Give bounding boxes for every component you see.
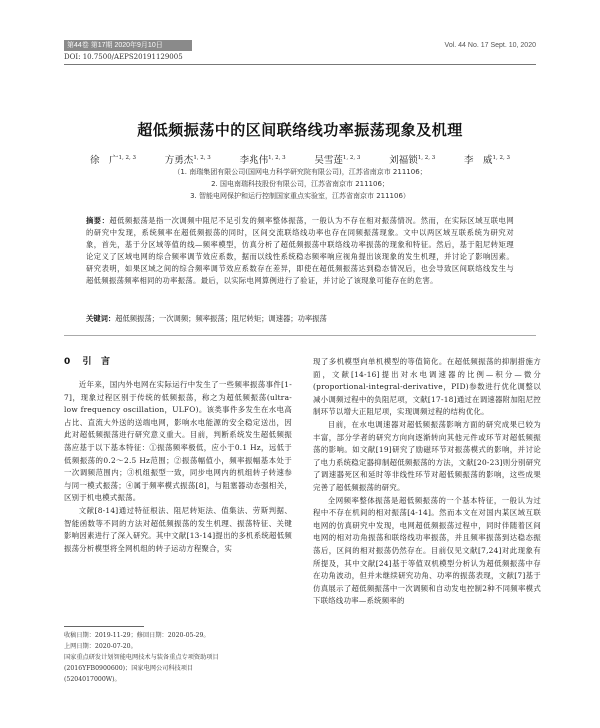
footnote-line: (5204017000W)。	[64, 676, 121, 683]
paragraph: 现了多机模型向单机模型的等值简化。在超低频振荡的抑制措施方面，文献[14-16]提出对水电调速器的比例—积分—微分(proportional-integral-derivative，PID)参数进行优化调整以减小调频过程中的负阻尼项，文献[17-18]通过在调速器附加阻尼控制环节以增大正阻尼项，实现调频过程的结构优化。	[313, 357, 541, 417]
author: 方勇杰$^{1, 2, 3}$	[164, 154, 211, 166]
author: 李兆伟$^{1, 2, 3}$	[239, 154, 286, 166]
footnote-line: 上网日期：2020-07-20。	[64, 643, 137, 650]
abstract-label: 摘要：	[86, 216, 110, 225]
left-column	[64, 355, 292, 555]
affiliation-line: 2. 国电南瑞科技股份有限公司，江苏省南京市 211106；	[211, 180, 389, 188]
footnotes	[64, 630, 292, 685]
volume-info: Vol. 44 No. 17 Sept. 10, 2020	[444, 42, 536, 49]
author: 李 威$^{1, 2, 3}$	[463, 154, 510, 166]
abstract-divider	[64, 335, 536, 336]
journal-issue-badge: 第44卷 第17期 2020年9月10日	[64, 40, 192, 51]
section-heading: 0 引 言	[64, 357, 111, 367]
affiliation-line: （1. 南瑞集团有限公司(国网电力科学研究院有限公司)，江苏省南京市 211106；	[173, 168, 427, 176]
affiliation-line: 3. 智能电网保护和运行控制国家重点实验室，江苏省南京市 211106）	[190, 192, 410, 200]
paragraph: 全网频率整体振荡是超低频振荡的一个基本特征，一般认为过程中不存在机间的相对振荡[4-14]。然而本文在对国内某区域互联电网的仿真研究中发现，电网超低频振荡过程中，同时伴随着区间电网的相对功角振荡和联络线功率振荡，并且频率振荡到达稳态振荡后，区间的相对振荡仍然存在。目前仅见文献[7,24]对此现象有所提及，其中文献[24]基于等值双机模型分析认为超低频振荡中存在功角波动，但并未继续研究功角、功率的振荡表现，文献[7]基于仿真展示了超低频振荡中一次调频和自动发电控制2种不同频率模式下联络线功率—系统频率的	[313, 495, 541, 606]
footnote-line: 收稿日期：2019-11-29；修回日期：2020-05-29。	[64, 632, 210, 639]
header-rule	[64, 64, 536, 65]
author: 徐 广$^{1, 2, 3}$	[90, 154, 137, 166]
paper-title: 超低频振荡中的区间联络线功率振荡现象及机理	[137, 121, 463, 139]
keywords	[86, 314, 514, 324]
author-list	[90, 152, 510, 166]
abstract	[86, 215, 514, 287]
paragraph: 文献[8-14]通过特征根法、阻尼转矩法、值集法、劳斯判据、智能函数等不同的方法对超低频振荡的发生机理、振荡特征、关键影响因素进行了深入研究。其中文献[13-14]提出的多机系统超低频振荡分析模型将全网机组的转子运动方程聚合，实	[64, 505, 292, 553]
footnote-rule	[64, 626, 144, 627]
paragraph: 近年来，国内外电网在实际运行中发生了一些频率振荡事件[1-7]，现象过程区别于传统的低频振荡，称之为超低频振荡(ultra-low frequency oscillation，ULFO)。该类事件多发生在水电高占比、直流大外送的送端电网，影响水电能源的安全稳定送出，因此对超低频振荡进行研究意义重大。目前，判断系统发生超低频振荡应基于以下基本特征：①振荡频率极低，应小于0.1 Hz，远低于低频振荡的0.2～2.5 Hz范围；②振荡幅值小，频率振幅基本处于一次调频范围内；③机组振型一致，同步电网内的机组转子转速参与同一模式振荡；④属于频率模式振荡[8]，与阻塞器动态强相关，区别于机电模式振荡。	[64, 380, 292, 503]
author: 刘福锁$^{1, 2, 3}$	[389, 154, 436, 166]
affiliations	[64, 166, 536, 202]
footnote-line: (2016YFB0900600)；国家电网公司科技项目	[64, 665, 194, 672]
keywords-label: 关键词：	[86, 314, 116, 323]
right-column	[313, 356, 541, 608]
keywords-text: 超低频振荡；一次调频；频率振荡；阻尼转矩；调速器；功率振荡	[115, 314, 327, 323]
footnote-line: 国家重点研发计划智能电网技术与装备重点专项资助项目	[64, 654, 219, 661]
author: 吴雪莲$^{1, 2, 3}$	[314, 154, 361, 166]
doi: DOI: 10.7500/AEPS20191129005	[64, 53, 183, 61]
paragraph: 目前，在水电调速器对超低频振荡影响方面的研究成果已较为丰富，部分学者的研究方向向逐渐转向其他元件或环节对超低频振荡的影响。如文献[19]研究了励磁环节对振荡模式的影响，并讨论了电力系统稳定器抑制超低频振荡的方法，文献[20-23]则分别研究了调速器死区和延时等非线性环节对超低频振荡的影响，这些成果完善了超低频振荡的研究。	[313, 419, 541, 492]
abstract-text: 超低频振荡是指一次调频中阻尼不足引发的频率整体振荡，一般认为不存在相对振荡情况。然而，在实际区域互联电网的研究中发现，系统频率在超低频振荡的同时，区间交流联络线功率也存在同频振荡现象。文中以两区域互联系统为研究对象，首先，基于分区域等值的线—频率模型，仿真分析了超低频振荡中联络线功率振荡的现象和特征。然后，基于阻尼转矩理论定义了区域电网的综合频率调节效应系数，据而以线性系统稳态频率响应视角提出该现象的发生机理，并讨论了影响因素。研究表明，如果区域之间的综合频率调节效应系数存在差异，即使在超低频振荡达到稳态情况后，也会导致区间联络线发生与超低频振荡频率相同的功率振荡。最后，以实际电网算例进行了验证，并讨论了该现象可能存在的危害。	[86, 216, 514, 285]
